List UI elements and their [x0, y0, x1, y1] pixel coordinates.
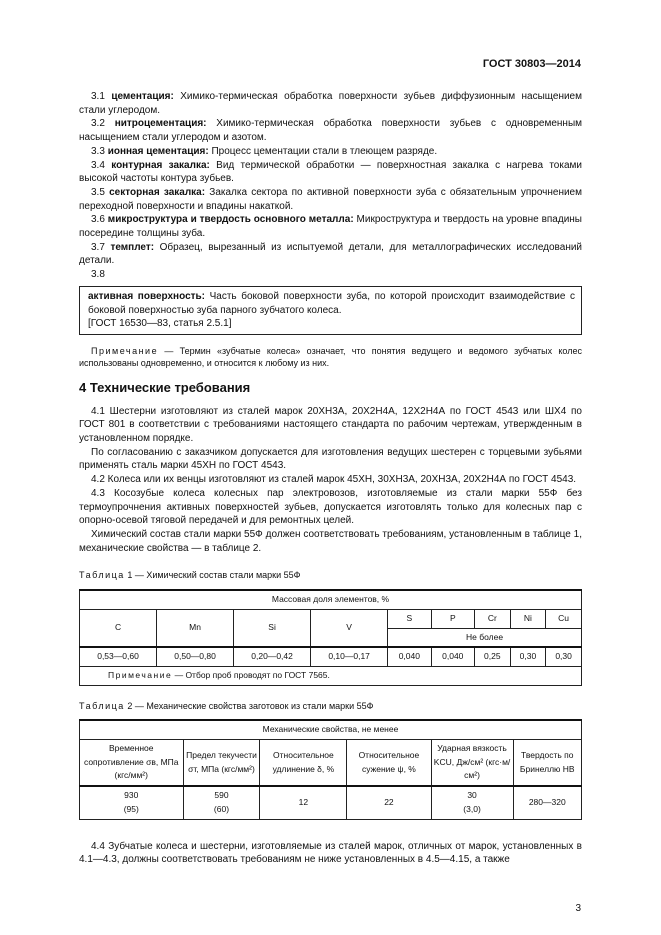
paragraph-4-1: 4.1 Шестерни изготовляют из сталей марок 20ХН3А, 20Х2Н4А, 12Х2Н4А по ГОСТ 4543 или ШХ4 по ГОСТ 801 в соответствии с требованиями настоящего стандарта по рабочим чертежам, утвержденным в установленном порядке.: [79, 405, 582, 445]
table-1-col: Si: [234, 609, 311, 647]
table-2-cell: 30 (3,0): [431, 786, 513, 819]
table-1-caption: Таблица 1 — Химический состав стали марки 55Ф: [79, 570, 301, 581]
table-1-cell: 0,53—0,60: [80, 647, 157, 666]
table-1-cell: 0,20—0,42: [234, 647, 311, 666]
table-1-cell: 0,50—0,80: [157, 647, 234, 666]
paragraph-3-8: 3.8: [91, 269, 105, 281]
table-1-not-more: Не более: [388, 628, 582, 647]
table-1-col: S: [388, 609, 431, 628]
paragraph-4-1b: По согласованию с заказчиком допускается для изготовления ведущих шестерен с торцевыми зубьями применять сталь марки 45ХН по ГОСТ 4543.: [79, 446, 582, 472]
quoted-definition-box: [79, 286, 582, 335]
boxed-text: Часть боковой поверхности зуба, по которой происходит взаимодействие с боковой поверхностью зуба парного зубчатого колеса.: [88, 290, 576, 316]
table-2-cell: 12: [260, 786, 347, 819]
table-1-note: Примечание — Отбор проб проводят по ГОСТ 7565.: [80, 666, 582, 685]
page-number: 3: [575, 903, 581, 914]
table-1-group-header: Массовая доля элементов, %: [80, 590, 582, 609]
page-body: [79, 90, 582, 867]
table-2-group-header: Механические свойства, не менее: [80, 720, 582, 739]
table-row: [80, 786, 582, 819]
paragraph-3-5: 3.5 секторная закалка: Закалка сектора по активной поверхности зуба с обязательным упрочнением переходной поверхности и впадины накаткой.: [79, 186, 582, 212]
table-2-col: Предел текучести σт, МПа (кгс/мм²): [183, 740, 260, 787]
table-row: [80, 647, 582, 666]
table-2-col: Ударная вязкость KCU, Дж/см² (кгс·м/см²): [431, 740, 513, 787]
table-1-cell: 0,040: [388, 647, 431, 666]
table-2-col: Относительное сужение ψ, %: [347, 740, 431, 787]
table-2-cell: 930 (95): [80, 786, 184, 819]
paragraph-4-3b: Химический состав стали марки 55Ф должен соответствовать требованиям, установленным в таблице 1, механические свойства — в таблице 2.: [79, 528, 582, 554]
table-2-col: Относительное удлинение δ, %: [260, 740, 347, 787]
boxed-term: активная поверхность:: [88, 290, 206, 302]
table-1-col: Cr: [475, 609, 511, 628]
table-1-cell: 0,10—0,17: [311, 647, 388, 666]
paragraph-3-6: 3.6 микроструктура и твердость основного металла: Микроструктура и твердость на уровне впадины посередине толщины зуба.: [79, 214, 582, 240]
table-1-cell: 0,25: [475, 647, 511, 666]
table-2: [79, 719, 582, 819]
paragraph-3-3: 3.3 ионная цементация: Процесс цементации стали в тлеющем разряде.: [91, 145, 438, 157]
paragraph-3-7: 3.7 темплет: Образец, вырезанный из испытуемой детали, для металлографических исследований детали.: [79, 241, 583, 267]
note-1: Примечание — Термин «зубчатые колеса» означает, что понятия ведущего и ведомого зубчатых колес использованы одновременно, и относится к любому из них.: [79, 345, 582, 368]
paragraph-4-2: 4.2 Колеса или их венцы изготовляют из сталей марок 45ХН, 30ХН3А, 20ХН3А, 20Х2Н4А по ГОСТ 4543.: [91, 474, 577, 486]
table-1-cell: 0,30: [510, 647, 546, 666]
table-2-cell: 22: [347, 786, 431, 819]
table-1-col: Mn: [157, 609, 234, 647]
paragraph-4-3: 4.3 Косозубые колеса колесных пар электровозов, изготовляемые из стали марки 55Ф без термоупрочнения активных поверхностей зубьев, допускается изготовлять только для колесных пар с опорно-осевой тяговой передачей и для ремонтных целей.: [79, 487, 582, 527]
table-2-caption: Таблица 2 — Механические свойства заготовок из стали марки 55Ф: [79, 700, 374, 711]
table-1: [79, 589, 582, 686]
table-1-col: Ni: [510, 609, 546, 628]
document-id: ГОСТ 30803—2014: [482, 58, 581, 70]
table-1-col: V: [311, 609, 388, 647]
table-2-col: Твердость по Бринеллю НВ: [513, 740, 581, 787]
table-2-cell: 590 (60): [183, 786, 260, 819]
table-2-cell: 280—320: [513, 786, 581, 819]
table-1-cell: 0,040: [431, 647, 474, 666]
table-1-col: C: [80, 609, 157, 647]
boxed-reference: [ГОСТ 16530—83, статья 2.5.1]: [88, 318, 232, 330]
paragraph-3-4: 3.4 контурная закалка: Вид термической обработки — поверхностная закалка с нагрева токами высокой частоты контура зубьев.: [79, 159, 582, 185]
table-1-col: Cu: [546, 609, 582, 628]
paragraph-3-1: 3.1 цементация: Химико-термическая обработка поверхности зубьев диффузионным насыщением стали углеродом.: [79, 91, 582, 116]
section-4-title: 4 Технические требования: [79, 379, 251, 395]
paragraph-4-4: 4.4 Зубчатые колеса и шестерни, изготовляемые из сталей марок, отличных от марок, установленных в 4.1—4.3, должны соответствовать требованиям не ниже установленных в 4.5—4.15, а также: [79, 840, 582, 866]
paragraph-3-2: 3.2 нитроцементация: Химико-термическая обработка поверхности зубьев с одновременным насыщением стали углеродом и азотом.: [79, 118, 583, 144]
table-2-col: Временное сопротивление σв, МПа (кгс/мм²): [80, 740, 184, 787]
table-1-cell: 0,30: [546, 647, 582, 666]
table-1-col: P: [431, 609, 474, 628]
